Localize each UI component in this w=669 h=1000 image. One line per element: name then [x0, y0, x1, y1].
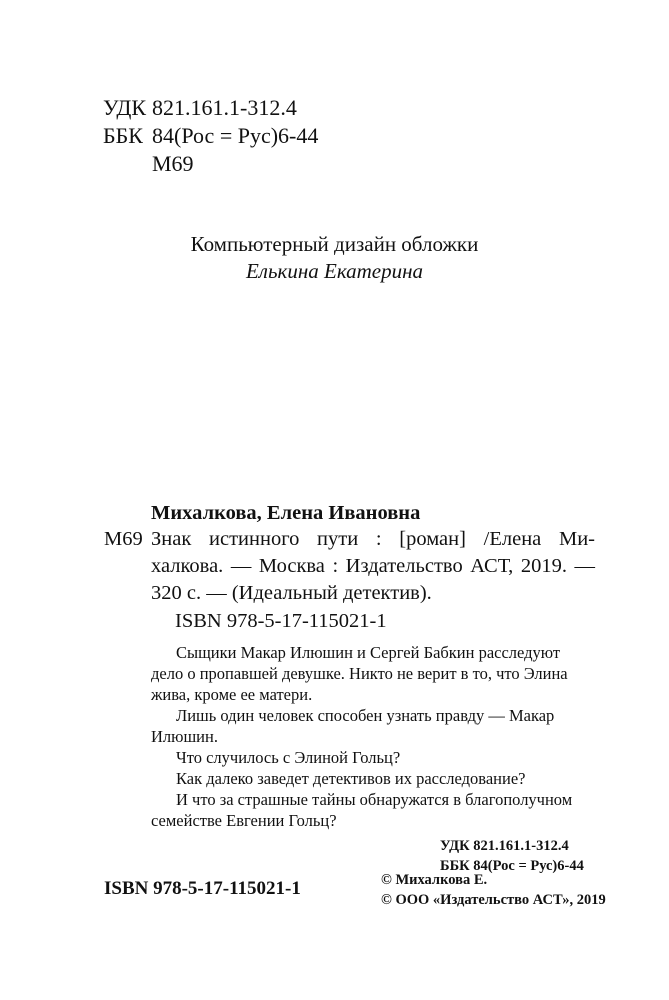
- annotation-line-1: Сыщики Макар Илюшин и Сергей Бабкин расследуют: [176, 643, 561, 662]
- udk-line-top: [103, 94, 297, 122]
- author-heading: Михалкова, Елена Ивановна: [151, 502, 421, 524]
- bbk-label: ББК: [103, 123, 143, 148]
- cover-design-label: Компьютерный дизайн обложки: [190, 232, 479, 256]
- udk-label: УДК: [103, 95, 147, 120]
- annotation-line-9: семействе Евгении Гольц?: [151, 811, 337, 830]
- entry-isbn: ISBN 978-5-17-115021-1: [175, 610, 387, 632]
- copyright-author: © Михалкова Е.: [381, 872, 488, 888]
- annotation-line-4: Лишь один человек способен узнать правду — Макар: [176, 706, 555, 725]
- annotation-line-2: дело о пропавшей девушке. Никто не верит в то, что Элина: [151, 664, 568, 683]
- annotation-line-7: Как далеко заведет детективов их расследование?: [176, 769, 526, 788]
- entry-line-2: халкова. — Москва : Издательство АСТ, 2019. —: [151, 555, 595, 577]
- author-mark-top: М69: [152, 151, 194, 176]
- bbk-bottom: ББК 84(Рос = Рус)6-44: [440, 858, 584, 874]
- cover-designer-name: Елькина Екатерина: [245, 259, 424, 283]
- bbk-value: 84(Рос = Рус)6-44: [152, 123, 319, 148]
- udk-value: 821.161.1-312.4: [152, 95, 297, 120]
- copyright-publisher: © ООО «Издательство АСТ», 2019: [381, 892, 606, 908]
- udk-bottom: УДК 821.161.1-312.4: [440, 838, 569, 854]
- entry-line-3: 320 с. — (Идеальный детектив).: [151, 582, 432, 604]
- bbk-line-top: [103, 122, 318, 150]
- annotation-line-3: жива, кроме ее матери.: [151, 685, 313, 704]
- annotation-line-6: Что случилось с Элиной Гольц?: [176, 748, 401, 767]
- author-mark-entry: М69: [104, 528, 143, 550]
- annotation-line-8: И что за страшные тайны обнаружатся в благополучном: [176, 790, 573, 809]
- annotation-line-5: Илюшин.: [151, 727, 218, 746]
- entry-line-1: Знак истинного пути : [роман] /Елена Ми-: [151, 528, 595, 550]
- footer-isbn: ISBN 978-5-17-115021-1: [104, 878, 301, 899]
